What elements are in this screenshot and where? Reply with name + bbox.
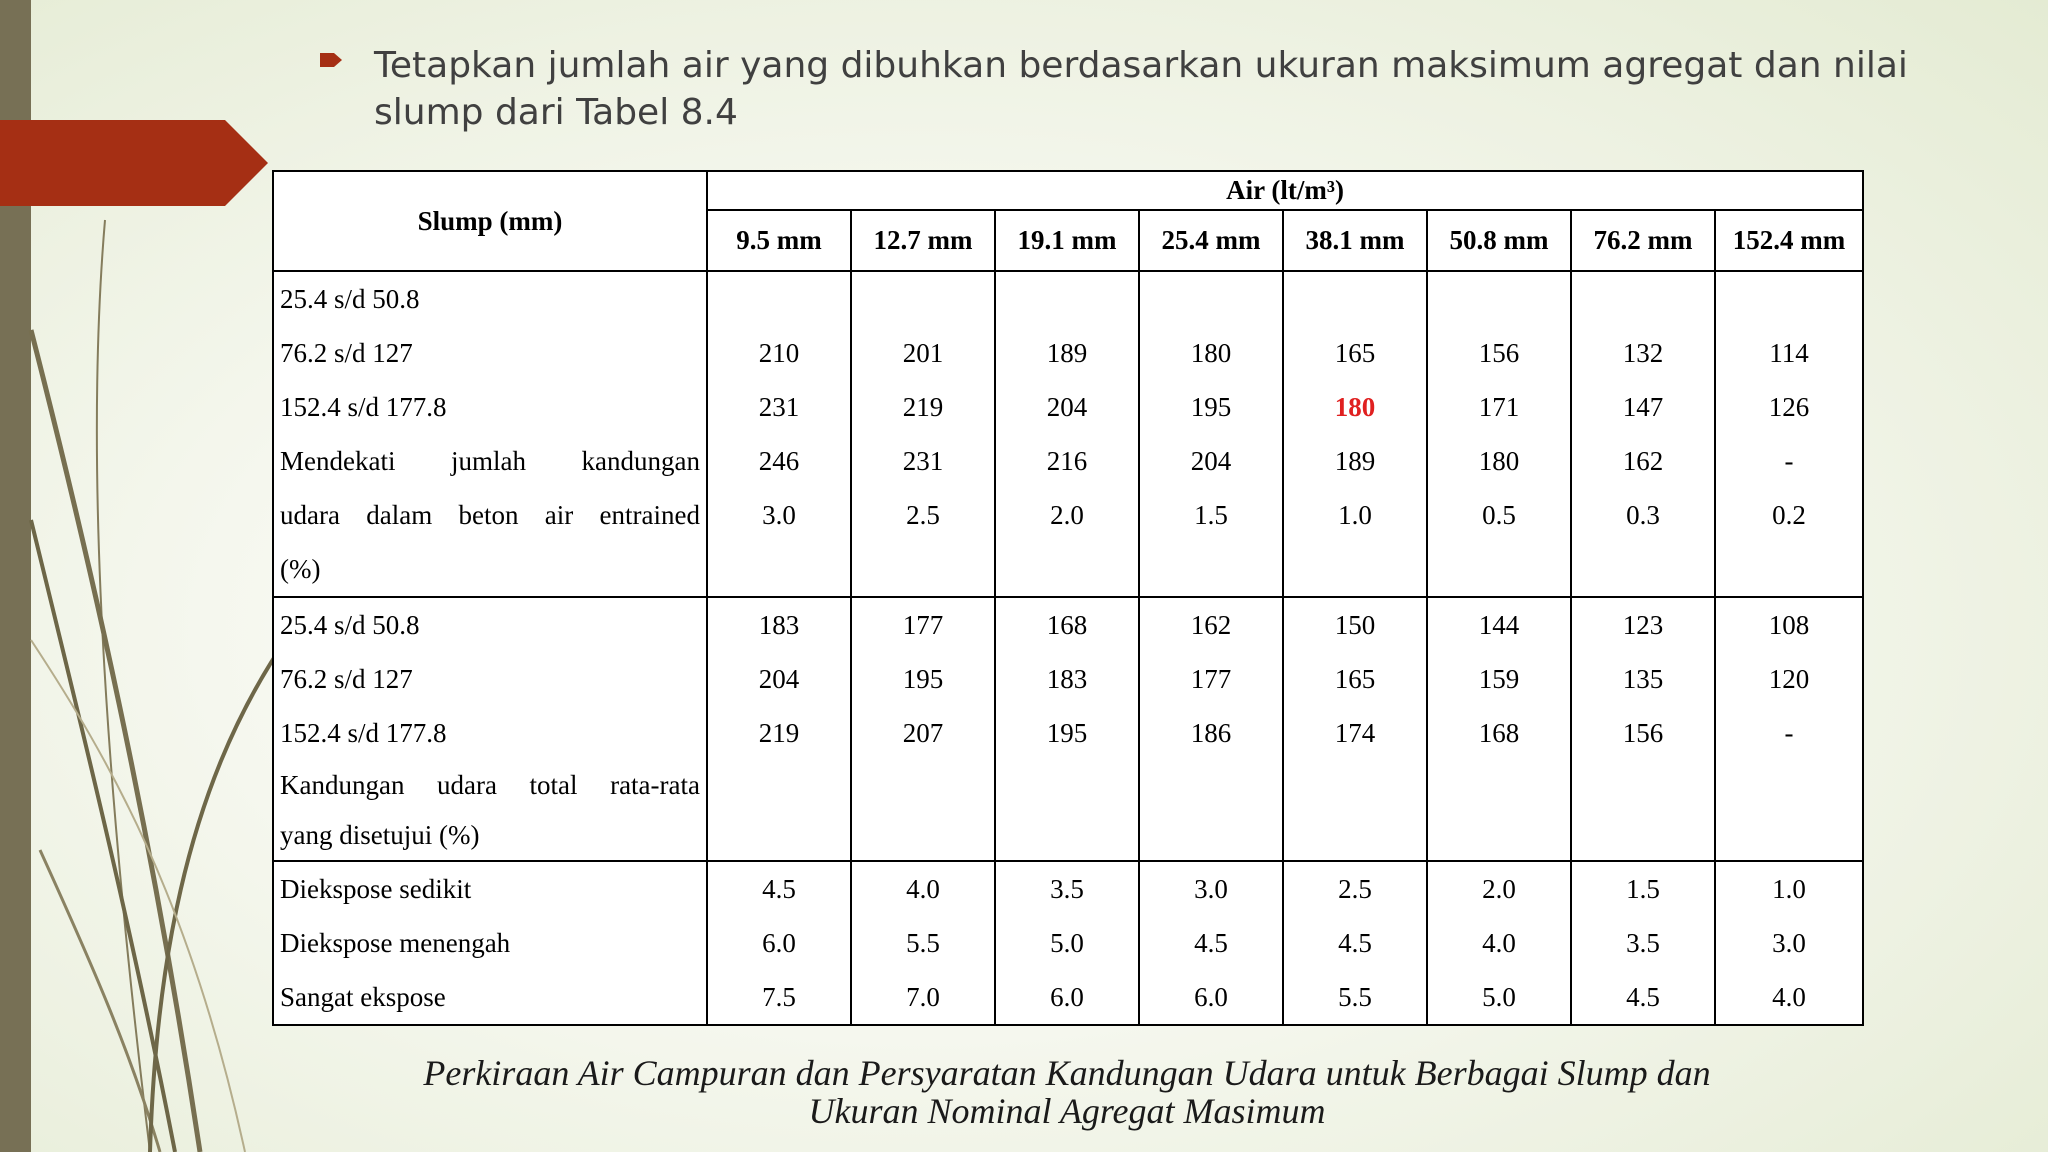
bullet-point (320, 42, 1960, 136)
table-cell: - (1784, 446, 1794, 476)
row-label: yang disetujui (%) (280, 820, 480, 850)
table-cell: 0.5 (1482, 500, 1516, 530)
table-cell: 216 (1046, 446, 1088, 476)
value-column (1139, 861, 1283, 1025)
table-cell: 0.3 (1626, 500, 1660, 530)
row-label: Diekspose menengah (280, 928, 511, 958)
row-label: Diekspose sedikit (280, 874, 472, 904)
table-cell: 156 (1478, 338, 1520, 368)
value-column (1427, 597, 1571, 861)
value-column (1571, 597, 1715, 861)
table-cell: 4.5 (1626, 982, 1660, 1012)
value-column (1427, 271, 1571, 597)
value-column (851, 271, 995, 597)
table-cell: 5.0 (1482, 982, 1516, 1012)
table-cell: 3.5 (1626, 928, 1660, 958)
column-header: 38.1 mm (1283, 210, 1427, 271)
table-cell: 150 (1334, 610, 1376, 640)
table-cell: - (1784, 718, 1794, 748)
table-cell: 168 (1478, 718, 1520, 748)
table-cell: 6.0 (762, 928, 796, 958)
table-cell: 2.0 (1050, 500, 1084, 530)
table-cell (996, 272, 1138, 326)
table-caption (272, 1054, 1862, 1130)
table-cell: 219 (902, 392, 944, 422)
column-header: 76.2 mm (1571, 210, 1715, 271)
table-cell: 165 (1334, 664, 1376, 694)
table-cell: 4.5 (1338, 928, 1372, 958)
table-cell: 5.5 (1338, 982, 1372, 1012)
water-requirement-table (272, 170, 1864, 1026)
row-labels (273, 597, 707, 861)
table-cell: 2.0 (1482, 874, 1516, 904)
table-cell: 147 (1622, 392, 1664, 422)
value-column (1283, 861, 1427, 1025)
table-cell: 165 (1334, 338, 1376, 368)
row-label: 76.2 s/d 127 (280, 338, 413, 368)
caption-line: Perkiraan Air Campuran dan Persyaratan Kandungan Udara untuk Berbagai Slump dan (423, 1053, 1711, 1093)
table-cell: 132 (1622, 338, 1664, 368)
row-label: (%) (280, 554, 321, 584)
column-header: 12.7 mm (851, 210, 995, 271)
table-cell: 120 (1768, 664, 1810, 694)
table-cell: 5.5 (906, 928, 940, 958)
table-cell: 207 (902, 718, 944, 748)
table-cell: 4.5 (1194, 928, 1228, 958)
table-cell: 3.0 (762, 500, 796, 530)
table-cell: 135 (1622, 664, 1664, 694)
table-cell: 210 (758, 338, 800, 368)
row-label: 152.4 s/d 177.8 (280, 718, 447, 748)
table-cell: 183 (1046, 664, 1088, 694)
table-cell: 123 (1622, 610, 1664, 640)
value-column (1139, 597, 1283, 861)
row-label: 152.4 s/d 177.8 (280, 392, 447, 422)
table-cell: 4.0 (1772, 982, 1806, 1012)
column-header: 9.5 mm (707, 210, 851, 271)
table-cell: 7.5 (762, 982, 796, 1012)
column-header: 19.1 mm (995, 210, 1139, 271)
value-column (1571, 861, 1715, 1025)
table-cell: 186 (1190, 718, 1232, 748)
table-cell: 7.0 (906, 982, 940, 1012)
table-cell: 189 (1046, 338, 1088, 368)
table-section-non-air-entrained (273, 271, 1863, 597)
column-header: 50.8 mm (1427, 210, 1571, 271)
row-label: udara dalam beton air entrained (280, 500, 700, 530)
value-column (1139, 271, 1283, 597)
table-cell: 156 (1622, 718, 1664, 748)
row-label: 25.4 s/d 50.8 (280, 610, 420, 640)
value-column (1571, 271, 1715, 597)
table-cell: 2.5 (1338, 874, 1372, 904)
table-cell: 4.0 (1482, 928, 1516, 958)
table-cell: 183 (758, 610, 800, 640)
value-column (707, 271, 851, 597)
table-cell: 2.5 (906, 500, 940, 530)
table-cell: 189 (1334, 446, 1376, 476)
table-cell: 162 (1190, 610, 1232, 640)
table-cell: 6.0 (1050, 982, 1084, 1012)
table-cell: 1.5 (1626, 874, 1660, 904)
table-section-air-entrained (273, 597, 1863, 861)
table-cell: 231 (758, 392, 800, 422)
table-cell: 204 (1190, 446, 1232, 476)
caption-line: Ukuran Nominal Agregat Masimum (808, 1091, 1326, 1131)
table-cell: 180 (1478, 446, 1520, 476)
table-cell: 0.2 (1772, 500, 1806, 530)
row-labels (273, 271, 707, 597)
table-cell: 5.0 (1050, 928, 1084, 958)
table-cell: 3.0 (1772, 928, 1806, 958)
slump-header: Slump (mm) (273, 171, 707, 271)
value-column (851, 597, 995, 861)
table-cell: 201 (902, 338, 944, 368)
row-label: Mendekati jumlah kandungan (280, 446, 700, 476)
table-cell: 168 (1046, 610, 1088, 640)
table-cell: 3.5 (1050, 874, 1084, 904)
table-cell: 171 (1478, 392, 1520, 422)
table-cell: 174 (1334, 718, 1376, 748)
table-cell (1716, 272, 1862, 326)
value-column (995, 861, 1139, 1025)
column-header: 25.4 mm (1139, 210, 1283, 271)
table-cell: 4.0 (906, 874, 940, 904)
table-cell (1284, 272, 1426, 326)
table-cell: 1.5 (1194, 500, 1228, 530)
table-cell: 159 (1478, 664, 1520, 694)
value-column (1283, 597, 1427, 861)
table-cell (708, 272, 850, 326)
table-cell: 195 (1190, 392, 1232, 422)
highlighted-cell: 180 (1334, 392, 1376, 422)
table-cell: 6.0 (1194, 982, 1228, 1012)
value-column (1283, 271, 1427, 597)
air-group-header: Air (lt/m³) (707, 171, 1863, 210)
row-label: 25.4 s/d 50.8 (280, 284, 420, 314)
table-cell: 246 (758, 446, 800, 476)
table-cell: 180 (1190, 338, 1232, 368)
value-column (707, 597, 851, 861)
value-column (1715, 597, 1863, 861)
table-cell: 231 (902, 446, 944, 476)
table-cell: 1.0 (1338, 500, 1372, 530)
table-cell: 114 (1769, 338, 1809, 368)
value-column (1715, 861, 1863, 1025)
table-cell: 108 (1768, 610, 1810, 640)
table-cell: 126 (1768, 392, 1810, 422)
table-cell: 162 (1622, 446, 1664, 476)
table-cell: 4.5 (762, 874, 796, 904)
row-label: Sangat ekspose (280, 982, 446, 1012)
table-cell: 177 (1190, 664, 1232, 694)
row-labels (273, 861, 707, 1025)
table-section-exposure (273, 861, 1863, 1025)
table-cell: 177 (902, 610, 944, 640)
table-cell (852, 272, 994, 326)
table-cell: 195 (902, 664, 944, 694)
table-cell (1428, 272, 1570, 326)
bullet-text: Tetapkan jumlah air yang dibuhkan berdasarkan ukuran maksimum agregat dan nilai slump dari Tabel 8.4 (374, 45, 1908, 133)
column-header: 152.4 mm (1715, 210, 1863, 271)
row-label: 76.2 s/d 127 (280, 664, 413, 694)
table-cell (1140, 272, 1282, 326)
value-column (707, 861, 851, 1025)
table-cell: 1.0 (1772, 874, 1806, 904)
arrow-bullet-icon (320, 50, 344, 70)
table-cell: 204 (758, 664, 800, 694)
table-cell: 219 (758, 718, 800, 748)
table-cell: 204 (1046, 392, 1088, 422)
value-column (995, 597, 1139, 861)
table-cell: 144 (1478, 610, 1520, 640)
accent-arrow-shape (0, 120, 270, 206)
value-column (995, 271, 1139, 597)
row-label: Kandungan udara total rata-rata (280, 770, 700, 800)
table-cell (1572, 272, 1714, 326)
table-cell: 3.0 (1194, 874, 1228, 904)
value-column (851, 861, 995, 1025)
table-cell: 195 (1046, 718, 1088, 748)
value-column (1715, 271, 1863, 597)
value-column (1427, 861, 1571, 1025)
